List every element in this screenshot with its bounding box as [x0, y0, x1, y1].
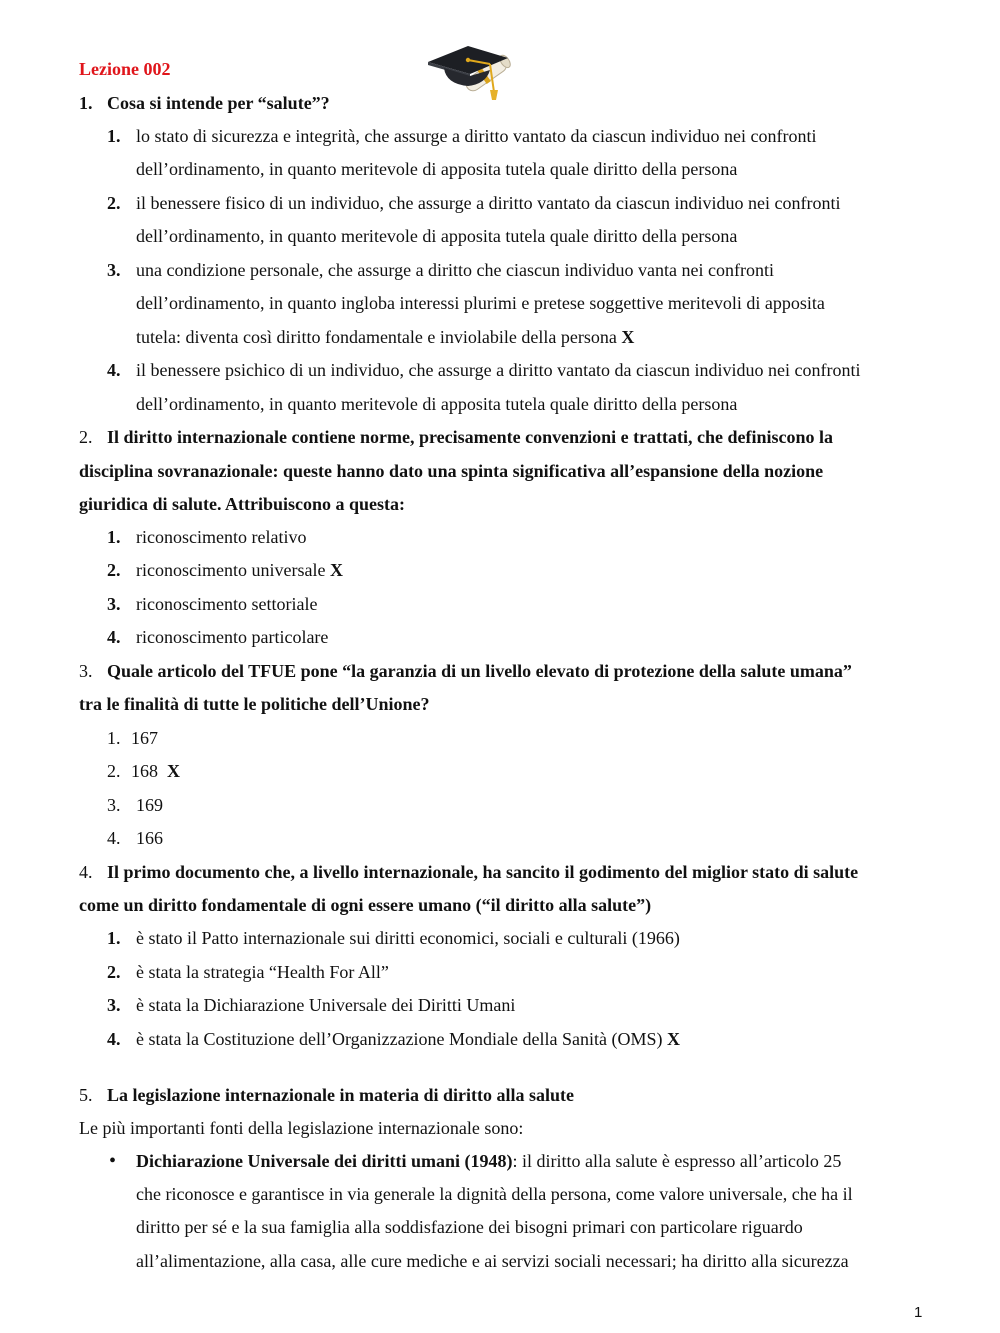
question-text: come un diritto fondamentale di ogni essere umano (“il diritto alla salute”) [79, 895, 652, 915]
answer-text: il benessere fisico di un individuo, che assurge a diritto vantato da ciascun individuo nei confronti [136, 193, 841, 213]
page-number: 1 [914, 1304, 923, 1321]
question-number: 1. [79, 93, 93, 113]
answer-number: 1. [107, 728, 121, 748]
graduation-cap-icon [424, 40, 516, 100]
answer-text: dell’ordinamento, in quanto meritevole di apposita tutela quale diritto della persona [136, 159, 738, 179]
answer-text [136, 1028, 680, 1050]
bullet-text: che riconosce e garantisce in via generale la dignità della persona, come valore universale, che ha il [136, 1184, 853, 1204]
answer-number: 3. [107, 795, 121, 815]
section-title: La legislazione internazionale in materia di diritto alla salute [107, 1085, 574, 1105]
bullet-text [136, 1150, 841, 1172]
answer-text-segment: tutela: diventa così diritto fondamentale e inviolabile della persona [136, 327, 617, 347]
answer-text: il benessere psichico di un individuo, che assurge a diritto vantato da ciascun individuo nei confronti [136, 360, 861, 380]
answer-text: lo stato di sicurezza e integrità, che assurge a diritto vantato da ciascun individuo nei confronti [136, 126, 817, 146]
answer-number: 3. [107, 995, 121, 1015]
answer-text: dell’ordinamento, in quanto ingloba interessi plurimi e pretese soggettive meritevoli di apposita [136, 293, 825, 313]
answer-number: 3. [107, 594, 121, 614]
answer-text: riconoscimento particolare [136, 627, 329, 647]
question-number: 2. [79, 427, 93, 447]
question-number: 4. [79, 862, 93, 882]
answer-text: una condizione personale, che assurge a diritto che ciascun individuo vanta nei confronti [136, 260, 774, 280]
answer-text: 169 [136, 795, 163, 815]
answer-number: 3. [107, 260, 121, 280]
answer-number: 4. [107, 828, 121, 848]
answer-text: dell’ordinamento, in quanto meritevole di apposita tutela quale diritto della persona [136, 226, 738, 246]
answer-number: 4. [107, 360, 121, 380]
bullet-text: all’alimentazione, alla casa, alle cure mediche e ai servizi sociali necessari; ha diritto alla sicurezza [136, 1251, 849, 1271]
answer-text [136, 559, 343, 581]
correct-answer-mark: X [667, 1029, 681, 1049]
section-number: 5. [79, 1085, 93, 1105]
question-text: Cosa si intende per “salute”? [107, 93, 330, 113]
question-text: Il diritto internazionale contiene norme, precisamente convenzioni e trattati, che definiscono la [107, 427, 834, 447]
answer-text-segment: 168 [131, 761, 158, 781]
bullet-text-segment: : il diritto alla salute è espresso all’articolo 25 [512, 1151, 842, 1171]
answer-text: 166 [136, 828, 163, 848]
answer-text: è stato il Patto internazionale sui diritti economici, sociali e culturali (1966) [136, 928, 680, 948]
answer-text: è stata la strategia “Health For All” [136, 962, 389, 982]
question-text: giuridica di salute. Attribuiscono a questa: [79, 494, 406, 514]
lesson-title: Lezione 002 [79, 59, 171, 79]
section-intro: Le più importanti fonti della legislazione internazionale sono: [79, 1118, 524, 1138]
question-text: Quale articolo del TFUE pone “la garanzia di un livello elevato di protezione della salute umana” [107, 661, 852, 681]
bullet-heading: Dichiarazione Universale dei diritti umani (1948) [136, 1151, 513, 1171]
answer-number: 2. [107, 193, 121, 213]
answer-text: riconoscimento settoriale [136, 594, 318, 614]
answer-text: 167 [131, 728, 158, 748]
answer-number: 2. [107, 962, 121, 982]
bullet-icon: • [109, 1150, 117, 1172]
correct-answer-mark: X [329, 560, 343, 580]
correct-answer-mark: X [167, 761, 180, 781]
answer-number: 1. [107, 928, 121, 948]
answer-number: 2. [107, 761, 121, 781]
answer-number: 2. [107, 560, 121, 580]
question-text: disciplina sovranazionale: queste hanno dato una spinta significativa all’espansione della nozione [79, 461, 824, 481]
question-number: 3. [79, 661, 93, 681]
question-text: tra le finalità di tutte le politiche dell’Unione? [79, 694, 430, 714]
answer-number: 4. [107, 1029, 121, 1049]
answer-number: 1. [107, 527, 121, 547]
correct-answer-mark: X [621, 327, 635, 347]
answer-text: è stata la Dichiarazione Universale dei Diritti Umani [136, 995, 516, 1015]
answer-number: 1. [107, 126, 121, 146]
answer-text-segment: riconoscimento universale [136, 560, 326, 580]
answer-text [131, 760, 180, 782]
answer-number: 4. [107, 627, 121, 647]
answer-text [136, 326, 634, 348]
answer-text: riconoscimento relativo [136, 527, 307, 547]
answer-text-segment: è stata la Costituzione dell’Organizzazione Mondiale della Sanità (OMS) [136, 1029, 663, 1049]
bullet-text: diritto per sé e la sua famiglia alla soddisfazione dei bisogni primari con particolare riguardo [136, 1217, 803, 1237]
answer-text: dell’ordinamento, in quanto meritevole di apposita tutela quale diritto della persona [136, 394, 738, 414]
question-text: Il primo documento che, a livello internazionale, ha sancito il godimento del miglior stato di salute [107, 862, 859, 882]
